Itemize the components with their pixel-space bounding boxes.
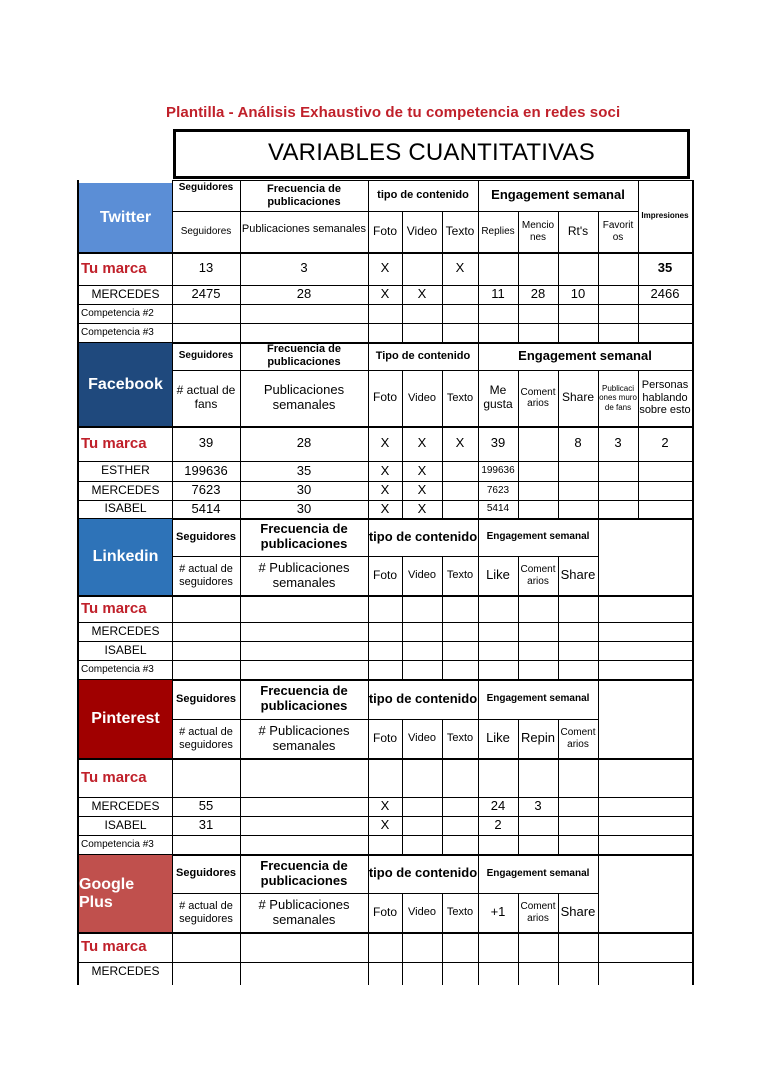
table-cell bbox=[478, 323, 518, 342]
row-label: Tu marca bbox=[81, 259, 147, 277]
table-cell bbox=[518, 500, 558, 518]
table-cell: Mencio nes bbox=[521, 220, 555, 243]
row-label: ISABEL bbox=[104, 817, 147, 832]
table-cell bbox=[442, 304, 478, 323]
table-cell: Video bbox=[408, 569, 436, 582]
row-label: MERCEDES bbox=[91, 482, 160, 497]
table-cell bbox=[368, 835, 402, 854]
table-cell bbox=[368, 323, 402, 342]
table-cell: Like bbox=[486, 730, 510, 746]
table-cell bbox=[402, 252, 442, 285]
table-cell: X bbox=[380, 286, 390, 302]
table-cell: Frecuencia de publicaciones bbox=[260, 857, 348, 888]
table-cell bbox=[442, 285, 478, 304]
table-cell: Me gusta bbox=[483, 383, 513, 411]
table-cell: Texto bbox=[446, 391, 474, 404]
table-cell bbox=[402, 323, 442, 342]
table-cell: 30 bbox=[296, 482, 312, 498]
row-label: MERCEDES bbox=[91, 623, 160, 638]
table-cell: 35 bbox=[657, 260, 673, 276]
table-cell bbox=[478, 835, 518, 854]
table-cell: X bbox=[417, 462, 427, 478]
table-cell: X bbox=[380, 435, 390, 451]
table-cell bbox=[598, 323, 638, 342]
table-cell: X bbox=[380, 817, 390, 833]
table-cell: tipo de contenido bbox=[368, 690, 478, 706]
table-cell: 2 bbox=[661, 435, 669, 451]
table-cell: Foto bbox=[372, 730, 397, 745]
table-cell: X bbox=[417, 286, 427, 302]
table-cell: 11 bbox=[491, 286, 505, 302]
table-cell bbox=[368, 304, 402, 323]
table-cell: Replies bbox=[481, 225, 515, 237]
row-label: ISABEL bbox=[104, 501, 147, 516]
table-cell bbox=[598, 252, 638, 285]
table-cell: Seguidores bbox=[180, 225, 232, 237]
table-cell bbox=[518, 481, 558, 500]
table-cell bbox=[558, 481, 598, 500]
table-cell: Repin bbox=[521, 730, 555, 746]
table-cell: 28 bbox=[296, 286, 312, 302]
table-cell: 7623 bbox=[191, 482, 221, 498]
table-cell bbox=[240, 323, 368, 342]
table-cell bbox=[558, 500, 598, 518]
table-cell bbox=[598, 461, 638, 481]
table-cell: X bbox=[380, 260, 390, 276]
table-cell: tipo de contenido bbox=[368, 528, 478, 544]
table-cell: 35 bbox=[296, 462, 312, 478]
row-label: Tu marca bbox=[81, 434, 147, 452]
pinterest-band: Pinterest bbox=[79, 680, 172, 758]
table-cell bbox=[442, 481, 478, 500]
table-cell bbox=[518, 304, 558, 323]
table-cell: Coment arios bbox=[520, 386, 556, 409]
row-label: Competencia #3 bbox=[81, 838, 154, 850]
table-cell: Coment arios bbox=[520, 564, 556, 587]
table-cell: 199636 bbox=[481, 465, 515, 477]
table-cell: 39 bbox=[490, 435, 506, 451]
row-label: Tu marca bbox=[81, 938, 147, 956]
table-cell: Seguidores bbox=[176, 867, 236, 880]
table-cell bbox=[558, 323, 598, 342]
table-cell bbox=[598, 304, 638, 323]
table-cell: 5414 bbox=[486, 503, 510, 515]
table-cell bbox=[240, 304, 368, 323]
table-cell: 10 bbox=[570, 286, 586, 302]
table-cell: Texto bbox=[446, 732, 474, 745]
table-cell: Engagement semanal bbox=[486, 531, 590, 543]
table-cell bbox=[402, 304, 442, 323]
header-impresiones: Impresiones bbox=[641, 211, 689, 221]
table-cell: Video bbox=[408, 732, 436, 745]
table-cell: X bbox=[380, 500, 390, 516]
table-cell bbox=[518, 835, 558, 854]
table-cell bbox=[518, 252, 558, 285]
table-cell: 3 bbox=[614, 435, 622, 451]
table-cell: Seguidores bbox=[178, 350, 234, 362]
table-cell bbox=[558, 304, 598, 323]
table-cell: 3 bbox=[300, 260, 308, 276]
table-cell: +1 bbox=[490, 904, 506, 920]
table-cell: Engagement semanal bbox=[486, 693, 590, 705]
table-cell: 2 bbox=[494, 817, 502, 833]
table-cell: Personas hablando sobre esto bbox=[639, 379, 691, 417]
table-cell: X bbox=[380, 482, 390, 498]
table-cell: X bbox=[455, 435, 465, 451]
table-cell: Rt's bbox=[567, 223, 589, 238]
table-cell bbox=[172, 758, 240, 797]
table-cell: 24 bbox=[490, 798, 506, 814]
table-cell: 28 bbox=[296, 435, 312, 451]
table-cell: 55 bbox=[198, 798, 214, 814]
table-cell: Coment arios bbox=[560, 727, 596, 750]
table-cell bbox=[478, 252, 518, 285]
table-cell bbox=[172, 835, 240, 854]
table-cell bbox=[638, 500, 692, 518]
table-cell bbox=[558, 252, 598, 285]
table-cell: # actual de fans bbox=[176, 383, 236, 411]
googleplus-band: Google Plus bbox=[79, 855, 172, 932]
table-cell bbox=[558, 461, 598, 481]
table-cell: # actual de seguidores bbox=[179, 562, 233, 588]
table-cell: 28 bbox=[530, 286, 546, 302]
table-cell: Frecuencia de publicaciones bbox=[260, 683, 348, 713]
table-cell: 31 bbox=[198, 817, 214, 833]
table-cell: Video bbox=[408, 906, 436, 919]
table-cell: Share bbox=[560, 567, 596, 583]
table-cell: Texto bbox=[446, 906, 474, 919]
table-cell: Share bbox=[560, 904, 596, 920]
row-label: MERCEDES bbox=[91, 798, 160, 813]
table-cell: 3 bbox=[534, 798, 542, 814]
table-cell: Engagement semanal bbox=[486, 867, 590, 879]
table-cell: 30 bbox=[296, 500, 312, 516]
table-cell: Engagement semanal bbox=[518, 347, 652, 363]
table-cell bbox=[638, 304, 692, 323]
table-cell bbox=[638, 461, 692, 481]
grid-line bbox=[598, 854, 599, 985]
grid-line bbox=[692, 180, 694, 985]
row-label: Tu marca bbox=[81, 599, 147, 617]
table-cell bbox=[598, 481, 638, 500]
table-cell bbox=[442, 500, 478, 518]
table-cell: Share bbox=[561, 390, 595, 405]
header-frecuencia: Frecuencia de publicaciones bbox=[267, 182, 341, 208]
table-cell: 5414 bbox=[191, 500, 221, 516]
grid-line bbox=[598, 679, 599, 854]
table-cell bbox=[442, 323, 478, 342]
table-cell: # Publicaciones semanales bbox=[258, 896, 350, 927]
table-cell: Seguidores bbox=[176, 692, 236, 705]
table-cell: Like bbox=[486, 567, 510, 583]
table-cell: X bbox=[417, 482, 427, 498]
table-cell: Publicaci ones muro de fans bbox=[599, 384, 637, 412]
table-cell: Publicaciones semanales bbox=[241, 222, 367, 235]
table-cell: 13 bbox=[198, 260, 214, 276]
table-cell bbox=[368, 758, 402, 797]
row-label: Competencia #3 bbox=[81, 326, 154, 338]
table-cell: Coment arios bbox=[520, 901, 556, 924]
grid-line bbox=[598, 518, 599, 679]
table-cell: Video bbox=[408, 391, 436, 404]
facebook-band: Facebook bbox=[79, 343, 172, 426]
row-label: Tu marca bbox=[81, 768, 147, 786]
table-cell: 39 bbox=[198, 435, 214, 451]
table-cell bbox=[518, 758, 558, 797]
table-cell bbox=[518, 461, 558, 481]
table-cell: X bbox=[417, 435, 427, 451]
twitter-band: Twitter bbox=[79, 183, 172, 252]
table-cell: X bbox=[380, 462, 390, 478]
table-cell: 7623 bbox=[486, 484, 510, 496]
table-cell: 2466 bbox=[650, 286, 680, 302]
table-cell: # Publicaciones semanales bbox=[258, 722, 350, 753]
table-cell: # actual de seguidores bbox=[179, 725, 233, 751]
row-label: ESTHER bbox=[101, 463, 150, 478]
table-cell bbox=[442, 461, 478, 481]
table-cell bbox=[478, 758, 518, 797]
table-cell: Seguidores bbox=[176, 530, 236, 543]
header-seguidores: Seguidores bbox=[178, 182, 234, 194]
row-label: MERCEDES bbox=[91, 286, 160, 301]
table-cell: X bbox=[455, 260, 465, 276]
table-cell: Favorit os bbox=[602, 220, 634, 243]
row-label: MERCEDES bbox=[91, 964, 160, 979]
table-cell bbox=[172, 323, 240, 342]
linkedin-band: Linkedin bbox=[79, 519, 172, 595]
table-cell: Foto bbox=[372, 567, 397, 582]
row-label: ISABEL bbox=[104, 642, 147, 657]
table-cell bbox=[518, 426, 558, 461]
table-cell: Publicaciones semanales bbox=[263, 382, 345, 412]
table-cell bbox=[518, 323, 558, 342]
table-cell: 2475 bbox=[191, 286, 221, 302]
header-tipo: tipo de contenido bbox=[377, 189, 469, 202]
table-cell: Tipo de contenido bbox=[375, 349, 471, 362]
table-cell: 199636 bbox=[184, 462, 228, 478]
table-cell bbox=[598, 285, 638, 304]
table-cell bbox=[518, 816, 558, 835]
table-cell: # actual de seguidores bbox=[179, 899, 233, 925]
table-cell: Video bbox=[406, 223, 438, 238]
table-cell bbox=[478, 304, 518, 323]
table-cell: 8 bbox=[574, 435, 582, 451]
table-cell bbox=[638, 481, 692, 500]
table-cell: Texto bbox=[445, 223, 475, 238]
page-title: Plantilla - Análisis Exhaustivo de tu competencia en redes soci bbox=[166, 104, 621, 121]
table-cell: Foto bbox=[372, 904, 397, 919]
table-cell bbox=[172, 304, 240, 323]
row-label: Competencia #2 bbox=[81, 307, 154, 319]
header-engagement: Engagement semanal bbox=[491, 187, 625, 203]
section-title: VARIABLES CUANTITATIVAS bbox=[268, 139, 595, 166]
table-cell: Texto bbox=[446, 569, 474, 582]
table-cell: Frecuencia de publicaciones bbox=[267, 343, 341, 368]
table-cell bbox=[598, 500, 638, 518]
table-cell: tipo de contenido bbox=[368, 865, 478, 881]
table-cell: X bbox=[417, 500, 427, 516]
table-cell: Frecuencia de publicaciones bbox=[260, 521, 348, 551]
table-cell: X bbox=[380, 798, 390, 814]
table-cell: # Publicaciones semanales bbox=[258, 559, 350, 590]
row-label: Competencia #3 bbox=[81, 663, 154, 675]
table-cell: Foto bbox=[372, 390, 397, 405]
competition-sheet bbox=[78, 180, 695, 985]
table-cell bbox=[638, 323, 692, 342]
table-cell: Foto bbox=[372, 223, 397, 238]
